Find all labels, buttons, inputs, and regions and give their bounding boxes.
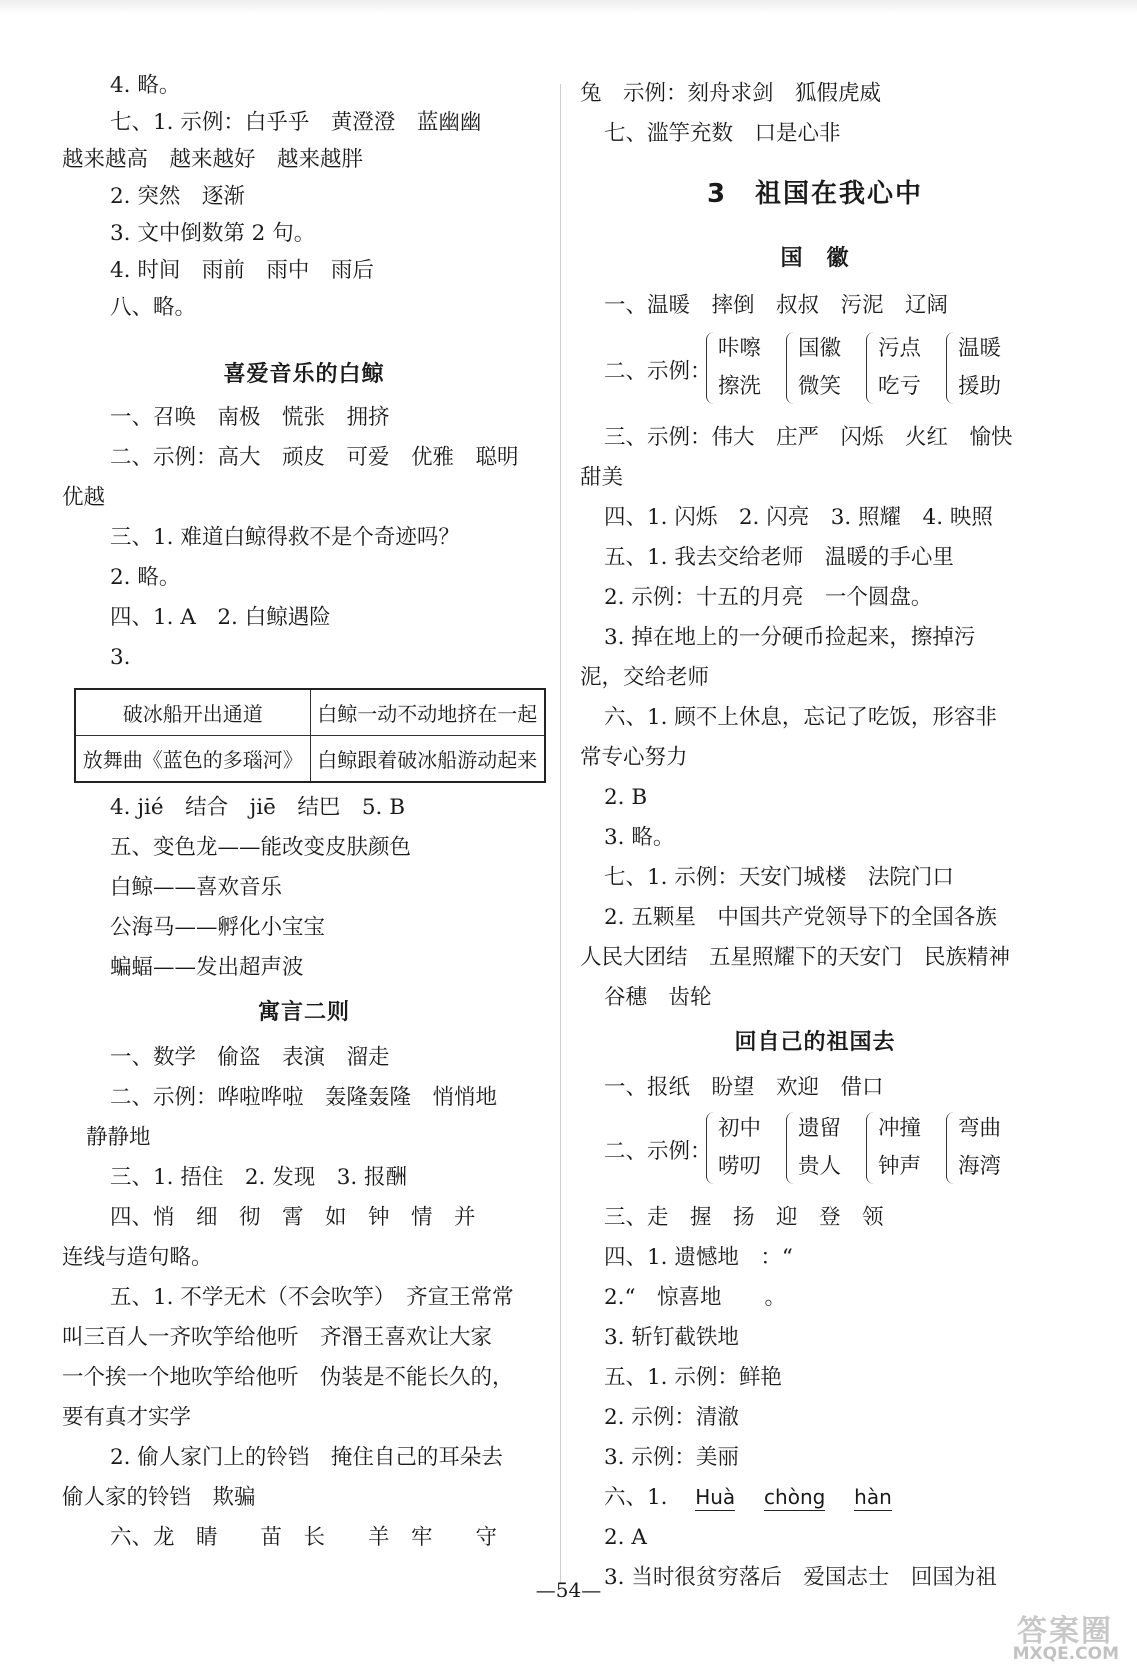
answer-line: 二、示例： xyxy=(604,359,712,384)
table-cell: 破冰船开出通道 xyxy=(75,689,310,736)
answer-line: 3. xyxy=(110,645,131,670)
answer-line: 3. 文中倒数第 2 句。 xyxy=(110,221,316,246)
word-pair-group xyxy=(580,1110,1050,1190)
answer-line: 偷人家的铃铛 欺骗 xyxy=(62,1485,256,1510)
brace-icon xyxy=(786,332,795,404)
answer-line: 泥，交给老师 xyxy=(580,665,710,690)
pair-word: 温暖 xyxy=(958,336,1002,361)
answer-line: 3. 略。 xyxy=(604,825,675,850)
answer-line: 连线与造句略。 xyxy=(62,1245,213,1270)
answer-line: 四、1. 闪烁 2. 闪亮 3. 照耀 4. 映照 xyxy=(604,505,993,530)
answer-line: 2. 略。 xyxy=(110,565,181,590)
answer-line: 4. 略。 xyxy=(110,73,181,98)
answer-line: 六、1. 顾不上休息，忘记了吃饭，形容非 xyxy=(604,705,997,730)
answer-line: 四、悄 细 彻 霄 如 钟 情 并 xyxy=(110,1205,476,1230)
answer-line: 四、1. 遗憾地 ：“ xyxy=(604,1245,793,1270)
table-cell: 放舞曲《蓝色的多瑙河》 xyxy=(75,736,310,783)
answer-line: 五、1. 不学无术（不会吹竽） 齐宣王常常 xyxy=(110,1285,514,1310)
watermark-logo: 答案圈 xyxy=(1017,1614,1113,1649)
answer-line: 七、滥竽充数 口是心非 xyxy=(604,121,841,146)
answer-line: 八、略。 xyxy=(110,295,197,320)
answer-line: 二、示例：哗啦哗啦 轰隆轰隆 悄悄地 xyxy=(110,1085,498,1110)
answer-line: 越来越高 越来越好 越来越胖 xyxy=(62,147,364,172)
answer-line: 2. 五颗星 中国共产党领导下的全国各族 xyxy=(604,905,997,930)
brace-icon xyxy=(706,1112,715,1184)
pinyin-answer: chòng xyxy=(764,1485,826,1509)
section-heading: 国 徽 xyxy=(780,245,850,271)
answer-line: 一、报纸 盼望 欢迎 借口 xyxy=(604,1075,884,1100)
pinyin-answer: Huà xyxy=(695,1485,736,1509)
answer-line: 谷穗 齿轮 xyxy=(604,985,712,1010)
answer-line: 2. B xyxy=(604,785,648,810)
answer-line: 公海马——孵化小宝宝 xyxy=(110,915,326,940)
answer-line: 3. 斩钉截铁地 xyxy=(604,1325,739,1350)
answer-line: 4. jié 结合 jiē 结巴 5. B xyxy=(110,795,406,820)
answer-line: 2.“ 惊喜地 。 xyxy=(604,1285,787,1310)
pair-word: 遗留 xyxy=(798,1116,842,1141)
watermark-url: MXQE.COM xyxy=(1012,1644,1119,1664)
answer-line: 静静地 xyxy=(86,1125,151,1150)
answer-line: 白鲸——喜欢音乐 xyxy=(110,875,283,900)
answer-line: 六、1. xyxy=(604,1485,668,1510)
answer-line: 2. 偷人家门上的铃铛 掩住自己的耳朵去 xyxy=(110,1445,503,1470)
answer-line: 叫三百人一齐吹竽给他听 齐湣王喜欢让大家 xyxy=(62,1325,493,1350)
brace-icon xyxy=(866,1112,875,1184)
answer-line: 2. 示例：清澈 xyxy=(604,1405,739,1430)
brace-icon xyxy=(946,1112,955,1184)
answer-line: 一个挨一个地吹竽给他听 伪装是不能长久的， xyxy=(62,1365,514,1390)
answer-line: 二、示例：高大 顽皮 可爱 优雅 聪明 xyxy=(110,445,519,470)
table-row xyxy=(75,689,545,736)
answer-line: 三、示例：伟大 庄严 闪烁 火红 愉快 xyxy=(604,425,1013,450)
pair-word: 贵人 xyxy=(798,1154,842,1179)
answer-line: 五、1. 我去交给老师 温暖的手心里 xyxy=(604,545,954,570)
brace-icon xyxy=(866,332,875,404)
section-heading: 寓言二则 xyxy=(257,999,350,1025)
answer-line: 3. 当时很贫穷落后 爱国志士 回国为祖 xyxy=(604,1565,997,1590)
answer-line: 五、1. 示例：鲜艳 xyxy=(604,1365,782,1390)
answer-line: 六、龙 睛 苗 长 羊 牢 守 xyxy=(110,1525,498,1550)
pair-word: 弯曲 xyxy=(958,1116,1002,1141)
pair-word: 吃亏 xyxy=(878,374,922,399)
page-number: —54— xyxy=(535,1578,602,1602)
section-heading: 喜爱音乐的白鲸 xyxy=(223,361,385,387)
pair-word: 冲撞 xyxy=(878,1116,922,1141)
answer-line: 常专心努力 xyxy=(580,745,688,770)
pair-word: 微笑 xyxy=(798,374,842,399)
pair-word: 国徽 xyxy=(798,336,842,361)
column-divider xyxy=(560,84,561,1584)
brace-icon xyxy=(946,332,955,404)
answer-line: 4. 时间 雨前 雨中 雨后 xyxy=(110,258,374,283)
answer-line: 3. 掉在地上的一分硬币捡起来，擦掉污 xyxy=(604,625,976,650)
answer-line: 三、1. 捂住 2. 发现 3. 报酬 xyxy=(110,1165,408,1190)
word-pair-group xyxy=(580,330,1050,410)
brace-icon xyxy=(786,1112,795,1184)
watermark xyxy=(1009,1606,1119,1664)
answer-line: 四、1. A 2. 白鲸遇险 xyxy=(110,605,331,630)
table-cell: 白鲸一动不动地挤在一起 xyxy=(310,689,545,736)
answer-line: 蝙蝠——发出超声波 xyxy=(110,955,304,980)
pinyin-answer: hàn xyxy=(854,1485,892,1509)
answer-line: 三、1. 难道白鲸得救不是个奇迹吗？ xyxy=(110,525,460,550)
page-top-shadow xyxy=(0,0,1137,14)
answer-line: 2. 突然 逐渐 xyxy=(110,184,245,209)
answer-line: 一、召唤 南极 慌张 拥挤 xyxy=(110,405,390,430)
pinyin-line xyxy=(580,1480,1050,1516)
section-heading: 回自己的祖国去 xyxy=(734,1029,896,1055)
pair-word: 钟声 xyxy=(878,1154,922,1179)
answer-line: 五、变色龙——能改变皮肤颜色 xyxy=(110,835,412,860)
answer-line: 一、温暖 摔倒 叔叔 污泥 辽阔 xyxy=(604,293,949,318)
answer-line: 3. 示例：美丽 xyxy=(604,1445,739,1470)
pair-word: 擦洗 xyxy=(718,374,762,399)
answer-table xyxy=(74,688,546,783)
table-cell: 白鲸跟着破冰船游动起来 xyxy=(310,736,545,783)
answer-line: 人民大团结 五星照耀下的天安门 民族精神 xyxy=(580,945,1011,970)
answer-line: 甜美 xyxy=(580,465,624,490)
brace-icon xyxy=(706,332,715,404)
table-row xyxy=(75,736,545,783)
pair-word: 海湾 xyxy=(958,1154,1002,1179)
answer-line: 七、1. 示例：天安门城楼 法院门口 xyxy=(604,865,954,890)
pair-word: 初中 xyxy=(718,1116,762,1141)
answer-line: 要有真才实学 xyxy=(62,1405,192,1430)
pair-word: 污点 xyxy=(878,336,922,361)
answer-line: 二、示例： xyxy=(604,1139,712,1164)
pair-word: 援助 xyxy=(958,374,1002,399)
answer-line: 三、走 握 扬 迎 登 领 xyxy=(604,1205,884,1230)
answer-line: 2. A xyxy=(604,1525,647,1550)
pair-word: 唠叨 xyxy=(718,1154,762,1179)
answer-line: 兔 示例：刻舟求剑 狐假虎威 xyxy=(580,81,882,106)
answer-line: 七、1. 示例：白乎乎 黄澄澄 蓝幽幽 xyxy=(110,110,482,135)
unit-heading: 3 祖国在我心中 xyxy=(706,179,924,209)
answer-line: 一、数学 偷盗 表演 溜走 xyxy=(110,1045,390,1070)
answer-line: 优越 xyxy=(62,485,106,510)
answer-line: 2. 示例：十五的月亮 一个圆盘。 xyxy=(604,585,933,610)
pair-word: 咔嚓 xyxy=(718,336,762,361)
